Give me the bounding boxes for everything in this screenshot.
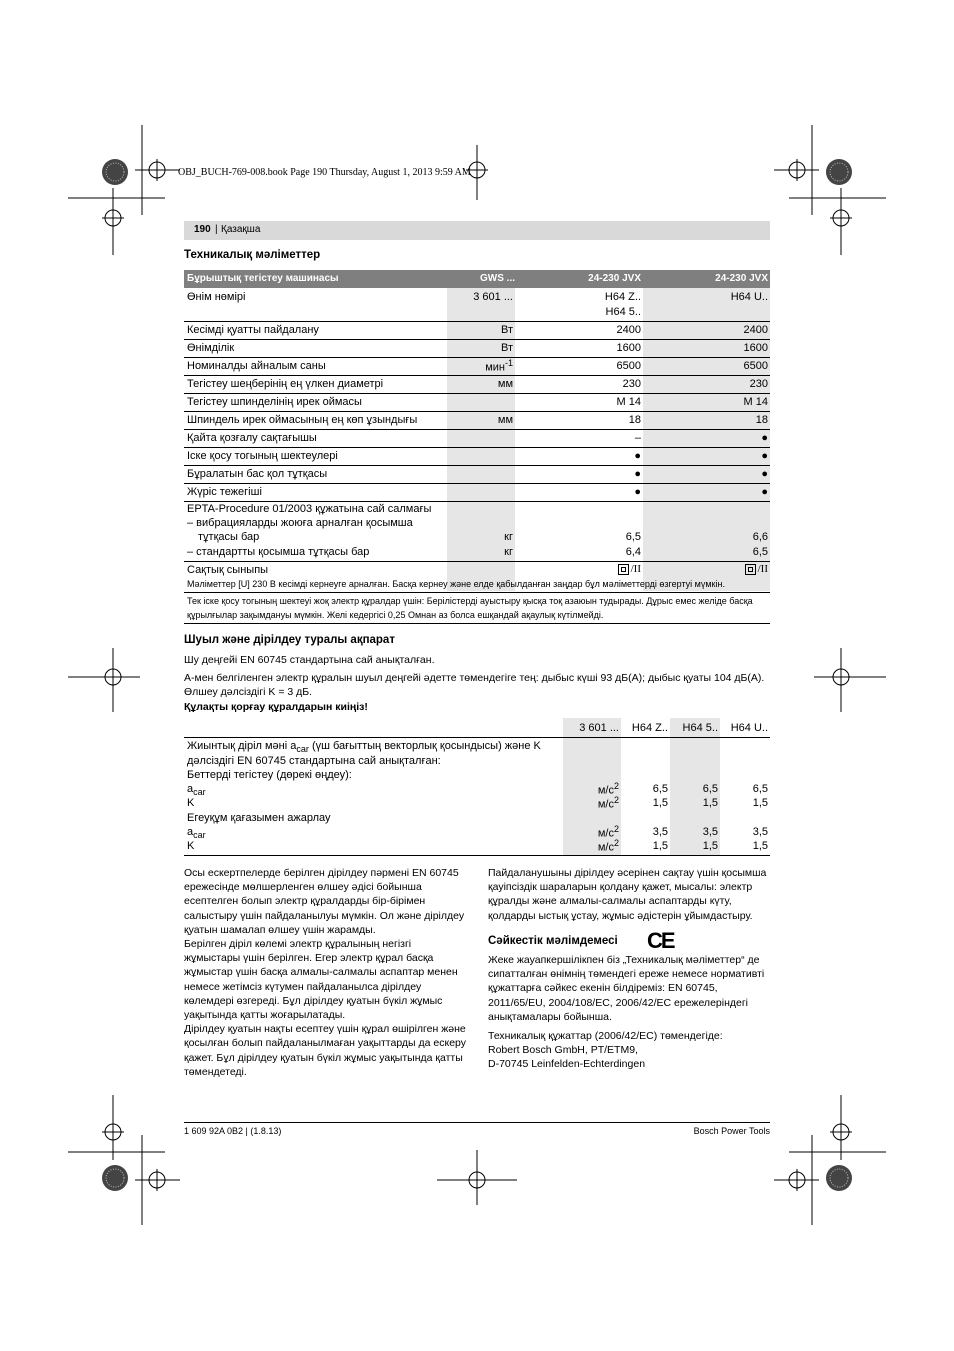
unit-sup: 2 bbox=[613, 838, 619, 848]
row-label: Номиналды айналым саны bbox=[187, 360, 326, 372]
vib-value: 1,5 bbox=[752, 797, 768, 809]
a-text: a bbox=[187, 783, 194, 795]
text-line: есептелген болып электр құралдарды бір-бірімен bbox=[184, 895, 426, 908]
vib-header-v2: H64 5.. bbox=[682, 722, 718, 734]
protection-class-1 bbox=[515, 563, 641, 575]
table-row bbox=[184, 393, 770, 412]
protection-text: /II bbox=[757, 563, 768, 575]
right-column-p2 bbox=[488, 953, 773, 1024]
vib-line-6: Егеуқұм қағазымен ажарлау bbox=[187, 812, 331, 824]
text-line: сипатталған өнімнің төмендегі ереже немесе нормативті bbox=[488, 968, 765, 981]
page-header-bar bbox=[184, 221, 770, 240]
hearing-warning: Құлақты қорғау құралдарын киіңіз! bbox=[184, 701, 368, 713]
text-line: Пайдаланушыны дірілдеу әсерінен сақтау үшін қосымша bbox=[488, 867, 767, 879]
text-line: Техникалық құжаттар (2006/42/EC) төмендегіде: bbox=[488, 1030, 723, 1042]
table-row bbox=[184, 288, 770, 322]
epta-line-3: тұтқасы бар bbox=[198, 531, 260, 543]
vib-unit bbox=[563, 795, 619, 811]
unit-sup: 2 bbox=[613, 781, 619, 791]
tech-header-variant-2: 24-230 JVX bbox=[715, 273, 768, 284]
tech-note-2: Тек іске қосу тогының шектеуі жоқ электр құралдар үшін: Берілістерді ауыстыру қысқа тоқ азаюын тудырады. Дұрыс емес желіде басқа bbox=[187, 596, 753, 606]
table-row bbox=[184, 447, 770, 466]
table-row bbox=[184, 465, 770, 484]
row-value-2: 1600 bbox=[743, 342, 768, 354]
text-line: құралды және алмалы-салмалы аспаптарды күту, bbox=[488, 895, 732, 908]
text-line: қажет. Бұл дірілдеу қуатын бүкіл жұмыс уақытында қатты bbox=[184, 1051, 463, 1064]
epta-line-2: – вибрацияларды жоюға арналған қосымша bbox=[187, 517, 413, 529]
epta-line-1: EPTA-Procedure 01/2003 құжатына сай салмағы bbox=[187, 503, 432, 515]
row-unit: Вт bbox=[500, 324, 513, 336]
table-row bbox=[184, 339, 770, 358]
text-line: Осы ескертпелерде берілген дірілдеу пәрмені EN 60745 bbox=[184, 867, 459, 879]
text-line: 2011/65/EU, 2004/108/EC, 2006/42/EC ережелеріндегі bbox=[488, 996, 749, 1009]
row-value-2: 6500 bbox=[743, 360, 768, 372]
table-row bbox=[184, 429, 770, 448]
unit-text: м/с bbox=[597, 798, 614, 811]
row-value-2: H64 U.. bbox=[730, 291, 768, 303]
text-line: қосылған болып пайдаланылмаған уақыттарды да ескеру bbox=[184, 1037, 467, 1050]
row-value-2: ● bbox=[761, 450, 768, 462]
row-value-2: 18 bbox=[755, 414, 768, 426]
text-line: төмендетеді. bbox=[184, 1065, 247, 1078]
epta-value-2: 6,5 bbox=[752, 546, 768, 558]
double-insulation-icon bbox=[618, 564, 629, 575]
vib-l1-rest: (үш бағыттың векторлық қосындысы) және K bbox=[308, 740, 541, 752]
vib-value: 1,5 bbox=[652, 797, 668, 809]
unit-text: м/с bbox=[597, 784, 614, 797]
text-line: Robert Bosch GmbH, PT/ETM9, bbox=[488, 1044, 638, 1057]
vib-l1-sub: car bbox=[296, 744, 309, 755]
tech-header-model: GWS ... bbox=[480, 273, 515, 284]
note-divider bbox=[184, 623, 770, 624]
epta-value-2: 6,6 bbox=[752, 531, 768, 543]
unit-sup: 2 bbox=[613, 824, 619, 834]
vib-value: 6,5 bbox=[702, 783, 718, 795]
vib-header-divider bbox=[184, 737, 770, 738]
protection-text: /II bbox=[630, 563, 641, 575]
ce-mark-icon: CE bbox=[647, 928, 674, 953]
epta-value-1: 6,5 bbox=[625, 531, 641, 543]
noise-title: Шуыл және дірілдеу туралы ақпарат bbox=[184, 634, 395, 646]
epta-value-1: 6,4 bbox=[625, 546, 641, 558]
tech-header-variant-1: 24-230 JVX bbox=[588, 273, 641, 284]
vib-line-2: дәлсіздігі EN 60745 стандартына сай анықталған: bbox=[187, 755, 441, 767]
row-unit: мм bbox=[497, 378, 513, 390]
noise-p2b: Өлшеу дәлсіздігі K = 3 дБ. bbox=[184, 686, 313, 698]
row-value-1: ● bbox=[634, 486, 641, 498]
text-line: қауіпсіздік шараларын қолдану қажет, мысалы: электр bbox=[488, 881, 753, 894]
row-label: Шпиндель ирек оймасының ең көп ұзындығы bbox=[187, 414, 418, 426]
row-unit bbox=[447, 358, 513, 374]
row-label: Өнімділік bbox=[187, 342, 235, 354]
left-column-text bbox=[184, 866, 474, 1079]
row-value-1: – bbox=[634, 432, 641, 444]
row-label: Қайта қозғалу сақтағышы bbox=[187, 432, 317, 444]
a-text: a bbox=[187, 826, 194, 838]
tech-note-1: Мәліметтер [U] 230 В кесімді кернеуге арналған. Басқа кернеу және елде қабылданған заңдар бұл мәліметтерді өзгертуі мүмкін. bbox=[187, 579, 725, 589]
vib-a-label bbox=[187, 826, 206, 840]
text-line: Жеке жауапкершілікпен біз „Техникалық мәліметтер“ де bbox=[488, 954, 760, 966]
footer-divider bbox=[184, 1122, 770, 1123]
double-insulation-icon bbox=[745, 564, 756, 575]
row-label: Тегістеу шпинделінің ирек оймасы bbox=[187, 396, 362, 408]
vib-l1-text: Жиынтық діріл мәні a bbox=[187, 740, 297, 752]
row-label: Іске қосу тогының шектеулері bbox=[187, 450, 338, 462]
vib-value: 3,5 bbox=[752, 826, 768, 838]
vib-line-1 bbox=[187, 740, 541, 754]
text-line: уақытында қатты жоғарылатады. bbox=[184, 1009, 346, 1022]
vib-header-v1: H64 Z.. bbox=[631, 722, 668, 734]
vib-k-label: K bbox=[187, 797, 195, 809]
a-sub: car bbox=[193, 787, 206, 798]
row-value-1: 18 bbox=[628, 414, 641, 426]
row-value-2: 230 bbox=[749, 378, 768, 390]
row-value-2: 2400 bbox=[743, 324, 768, 336]
text-line: жұмыстар үшін басқа алмалы-салмалы аспаптар менен bbox=[184, 966, 458, 979]
row-label: Сақтық сыныпы bbox=[187, 564, 269, 576]
text-line: Берілген діріл көлемі электр құралының негізгі bbox=[184, 938, 412, 951]
unit-text: м/с bbox=[597, 841, 614, 854]
epta-line-4: – стандартты қосымша тұтқасы бар bbox=[187, 546, 370, 558]
row-value-1: H64 Z.. bbox=[604, 291, 641, 303]
right-column-p1 bbox=[488, 866, 773, 923]
row-value-1: M 14 bbox=[616, 396, 641, 408]
vib-value: 3,5 bbox=[652, 826, 668, 838]
unit-sup: 2 bbox=[613, 795, 619, 805]
table-row bbox=[184, 357, 770, 376]
text-line: ережесінде мөлшерленген өлшеу әдісі бойынша bbox=[184, 881, 422, 894]
row-value-1: 1600 bbox=[616, 342, 641, 354]
vib-value: 1,5 bbox=[752, 840, 768, 852]
text-line: құжаттарға сәйкес екенін білдіреміз: EN 60745, bbox=[488, 982, 718, 995]
row-label: Тегістеу шеңберінің ең үлкен диаметрі bbox=[187, 378, 384, 390]
table-row bbox=[184, 561, 770, 579]
table-row bbox=[184, 375, 770, 394]
vib-header-v3: H64 U.. bbox=[730, 722, 768, 734]
table-row bbox=[184, 483, 770, 502]
page-number: 190 bbox=[194, 224, 211, 235]
vib-value: 6,5 bbox=[652, 783, 668, 795]
vib-value: 3,5 bbox=[702, 826, 718, 838]
epta-weight-block bbox=[184, 501, 770, 562]
vib-value: 1,5 bbox=[702, 840, 718, 852]
text-line: немесе жетімсіз күтумен пайдаланылса дірілдеу bbox=[184, 980, 422, 993]
vibration-table bbox=[184, 718, 770, 856]
noise-p2a: А-мен белгіленген электр құралын шуыл деңгейі әдетте төмендегіге тең: дыбыс күші 93 дБ(A); дыбыс қуаты 104 дБ(A). bbox=[184, 672, 765, 684]
page-language: Қазақша bbox=[221, 224, 261, 235]
table-row bbox=[184, 411, 770, 430]
unit-text: мин bbox=[485, 361, 505, 374]
page-separator: | bbox=[215, 224, 218, 235]
unit-text: м/с bbox=[597, 827, 614, 840]
epta-unit: кг bbox=[504, 546, 513, 558]
vib-header-model: 3 601 ... bbox=[579, 722, 619, 734]
row-value-1: 6500 bbox=[616, 360, 641, 372]
text-line: салыстыру үшін пайдаланылуы мүмкін. Ол және дірілдеу bbox=[184, 909, 465, 922]
right-column-p3 bbox=[488, 1029, 773, 1072]
text-line: анықтамалары бойынша. bbox=[488, 1010, 612, 1023]
row-label: Кесімді қуатты пайдалану bbox=[187, 324, 319, 336]
unit-sup: -1 bbox=[504, 358, 513, 368]
vib-bottom-divider bbox=[184, 855, 770, 856]
tech-header-row bbox=[184, 270, 770, 288]
conformity-title: Сәйкестік мәлімдемесі bbox=[488, 935, 618, 947]
row-value-2: ● bbox=[761, 468, 768, 480]
text-line: қолдарды ыстық ұстау, жұмыс әдістерін ұйымдастыру. bbox=[488, 909, 753, 922]
text-line: D-70745 Leinfelden-Echterdingen bbox=[488, 1058, 646, 1071]
text-line: жұмыстары үшін берілген. Егер электр құрал басқа bbox=[184, 952, 434, 965]
vib-value: 1,5 bbox=[702, 797, 718, 809]
row-value-2: ● bbox=[761, 432, 768, 444]
epta-unit: кг bbox=[504, 531, 513, 543]
noise-p1: Шу деңгейі EN 60745 стандартына сай анықталған. bbox=[184, 654, 435, 666]
row-unit: мм bbox=[497, 414, 513, 426]
table-row bbox=[184, 321, 770, 340]
row-unit: 3 601 ... bbox=[473, 291, 513, 303]
vib-k-label: K bbox=[187, 840, 195, 852]
footer-doc-number: 1 609 92A 0B2 | (1.8.13) bbox=[184, 1126, 282, 1136]
row-label: Жүріс тежегіші bbox=[187, 486, 262, 498]
tech-title: Техникалық мәліметтер bbox=[184, 249, 321, 261]
row-value-1: ● bbox=[634, 468, 641, 480]
protection-class-2 bbox=[643, 563, 768, 575]
a-sub: car bbox=[193, 830, 206, 841]
vib-value: 6,5 bbox=[752, 783, 768, 795]
row-label: Өнім нөмірі bbox=[187, 291, 246, 303]
print-header: OBJ_BUCH-769-008.book Page 190 Thursday, August 1, 2013 9:59 AM bbox=[178, 167, 471, 178]
row-label: Бұралатын бас қол тұтқасы bbox=[187, 468, 328, 480]
vib-line-3: Беттерді тегістеу (дөрекі өңдеу): bbox=[187, 769, 352, 781]
note-divider bbox=[184, 592, 770, 593]
text-line: Дірілдеу қуатын нақты есептеу үшін құрал өшірілген және bbox=[184, 1023, 466, 1036]
row-value-1: ● bbox=[634, 450, 641, 462]
vib-unit bbox=[563, 838, 619, 854]
vib-a-label bbox=[187, 783, 206, 797]
row-value-2: M 14 bbox=[743, 396, 768, 408]
tech-header-label: Бұрыштық тегістеу машинасы bbox=[187, 273, 339, 284]
text-line: қуатын шамалап өлшеу үшін жарамды. bbox=[184, 923, 376, 936]
row-value-2: ● bbox=[761, 486, 768, 498]
row-value-1: 230 bbox=[622, 378, 641, 390]
text-line: көлемдері өзгереді. Бұл дірілдеу қуатын бүкіл жұмыс bbox=[184, 994, 443, 1007]
row-value-1: 2400 bbox=[616, 324, 641, 336]
vib-value: 1,5 bbox=[652, 840, 668, 852]
footer-brand: Bosch Power Tools bbox=[693, 1126, 770, 1136]
row-unit: Вт bbox=[500, 342, 513, 354]
tech-note-3: құрылғылар зақымдануы мүмкін. Желі кедергісі 0,25 Омнан аз болса ешқандай ақаулық күтілмейді. bbox=[187, 610, 604, 620]
row-value-1b: H64 5.. bbox=[605, 306, 641, 318]
